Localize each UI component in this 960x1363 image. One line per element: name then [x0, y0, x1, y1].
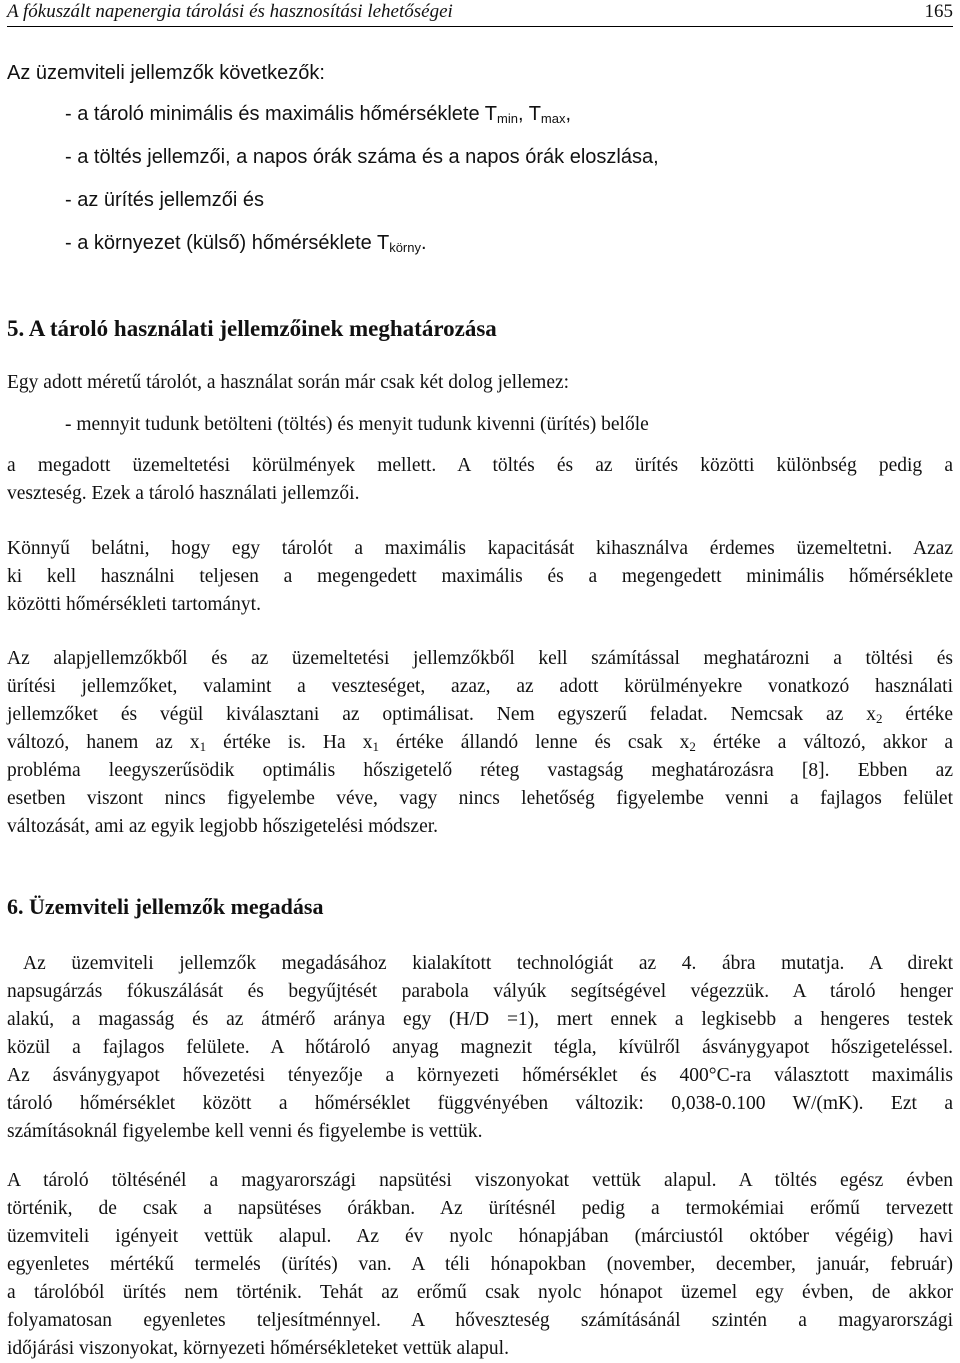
section-6-heading: 6. Üzemviteli jellemzők megadása [7, 894, 324, 919]
s6-p2 [7, 1167, 953, 1363]
s6-p1-line: napsugárzás fókuszálását és begyűjtését parabola vályúk segítségével végezzük. A tároló henger [7, 981, 953, 1002]
s6-p1-line: Az ásványgyapot hővezetési tényezője a környezeti hőmérséklet és 400°C-ra választott maximális [7, 1065, 953, 1086]
s5-p3 [7, 535, 953, 619]
s6-p2-line: folyamatosan egyenletes teljesítménnyel. A hőveszteség számításánál szintén a magyarországi [7, 1310, 953, 1331]
document-page [7, 0, 953, 1359]
intro-bullet-3: - az ürítés jellemzői és [65, 189, 264, 211]
s5-p3-line: Könnyű belátni, hogy egy tárolót a maximális kapacitását kihasználva érdemes üzemeltetni. Azaz [7, 538, 953, 559]
header-title: A fókuszált napenergia tárolási és hasznosítási lehetőségei [7, 1, 453, 22]
s6-p2-line: üzemviteli igényeit vettük alapul. Az év nyolc hónapjában (márciustól október végéig) havi [7, 1226, 953, 1247]
s5-p2 [7, 452, 953, 508]
s5-p4-line: Az alapjellemzőkből és az üzemeltetési jellemzőkből kell számítással meghatározni a töltési és [7, 648, 953, 669]
s6-p1-line: közül a fajlagos felülete. A hőtároló anyag magnezit tégla, kívülről ásványgyapot hőszigeteléssel. [7, 1037, 953, 1058]
s6-p1-line: tároló hőmérséklet között a hőmérséklet függvényében változik: 0,038-0.100 W/(mK). Ezt a [7, 1093, 953, 1114]
intro-bullet-4: - a környezet (külső) hőmérséklete $T_{körny}$. [65, 232, 427, 255]
s5-p4-line: jellemzőket és végül kiválasztani az optimálisat. Nem egyszerű feladat. Nemcsak az $x_2$ értéke [7, 704, 953, 726]
s5-p4-line: probléma leegyszerűsödik optimális hőszigetelő réteg vastagság meghatározásra [8]. Ebben az [7, 760, 953, 781]
section-5-heading: 5. A tároló használati jellemzőinek meghatározása [7, 316, 497, 341]
s5-p1: Egy adott méretű tárolót, a használat során már csak két dolog jellemez: [7, 372, 570, 393]
s6-p2-line: a tárolóból ürítés nem történik. Tehát az erőmű csak nyolc hónapot üzemel egy évben, de akkor [7, 1282, 953, 1303]
intro-bullet-2: - a töltés jellemzői, a napos órák száma és a napos órák eloszlása, [65, 146, 659, 168]
s6-p1 [7, 950, 953, 1146]
running-header [7, 0, 953, 27]
s5-p2-line: veszteség. Ezek a tároló használati jellemzői. [7, 483, 360, 504]
s5-p4-line: esetben viszont nincs figyelembe véve, vagy nincs lehetőség figyelembe venni a fajlagos felület [7, 788, 953, 809]
s5-p4 [7, 645, 953, 841]
s6-p2-line: egyenletes mértékű termelés (ürítés) van. A téli hónapokban (november, december, január, február) [7, 1254, 953, 1275]
intro-bullet-1: - a tároló minimális és maximális hőmérséklete $T_{min}$, $T_{max}$, [65, 103, 572, 126]
s6-p1-line: alakú, a magasság és az átmérő aránya egy (H/D =1), mert ennek a legkisebb a hengeres testek [7, 1009, 953, 1030]
s5-p3-line: ki kell használni teljesen a megengedett maximális és a megengedett minimális hőmérséklete [7, 566, 953, 587]
s5-p2-line: a megadott üzemeltetési körülmények mellett. A töltés és az ürítés közötti különbség pedig a [7, 455, 953, 476]
s6-p2-line: időjárási viszonyokat, környezeti hőmérsékleteket vettük alapul. [7, 1338, 509, 1359]
page-number: 165 [924, 1, 953, 22]
s6-p2-line: történik, de csak a napsütéses órákban. Az ürítésnél pedig a termokémiai erőmű tervezett [7, 1198, 953, 1219]
s5-p1-item: - mennyit tudunk betölteni (töltés) és menyit tudunk kivenni (ürítés) belőle [65, 414, 649, 435]
s5-p4-line: változását, ami az egyik legjobb hőszigetelési módszer. [7, 816, 439, 837]
s6-p1-line: Az üzemviteli jellemzők megadásához kialakított technológiát az 4. ábra mutatja. A direkt [23, 953, 953, 974]
s6-p2-line: A tároló töltésénél a magyarországi napsütési viszonyokat vettük alapul. A töltés egész évben [7, 1170, 953, 1191]
s5-p3-line: közötti hőmérsékleti tartományt. [7, 594, 261, 615]
s6-p1-line: számításoknál figyelembe kell venni és figyelembe is vettük. [7, 1121, 483, 1142]
s5-p4-line: változó, hanem az $x_1$ értéke is. Ha $x_1$ értéke állandó lenne és csak $x_2$ értéke a változó, akkor a [7, 732, 953, 754]
intro-lead: Az üzemviteli jellemzők következők: [7, 62, 325, 84]
s5-p4-line: ürítési jellemzőket, valamint a veszteséget, azaz, az adott körülményekre vonatkozó használati [7, 676, 953, 697]
